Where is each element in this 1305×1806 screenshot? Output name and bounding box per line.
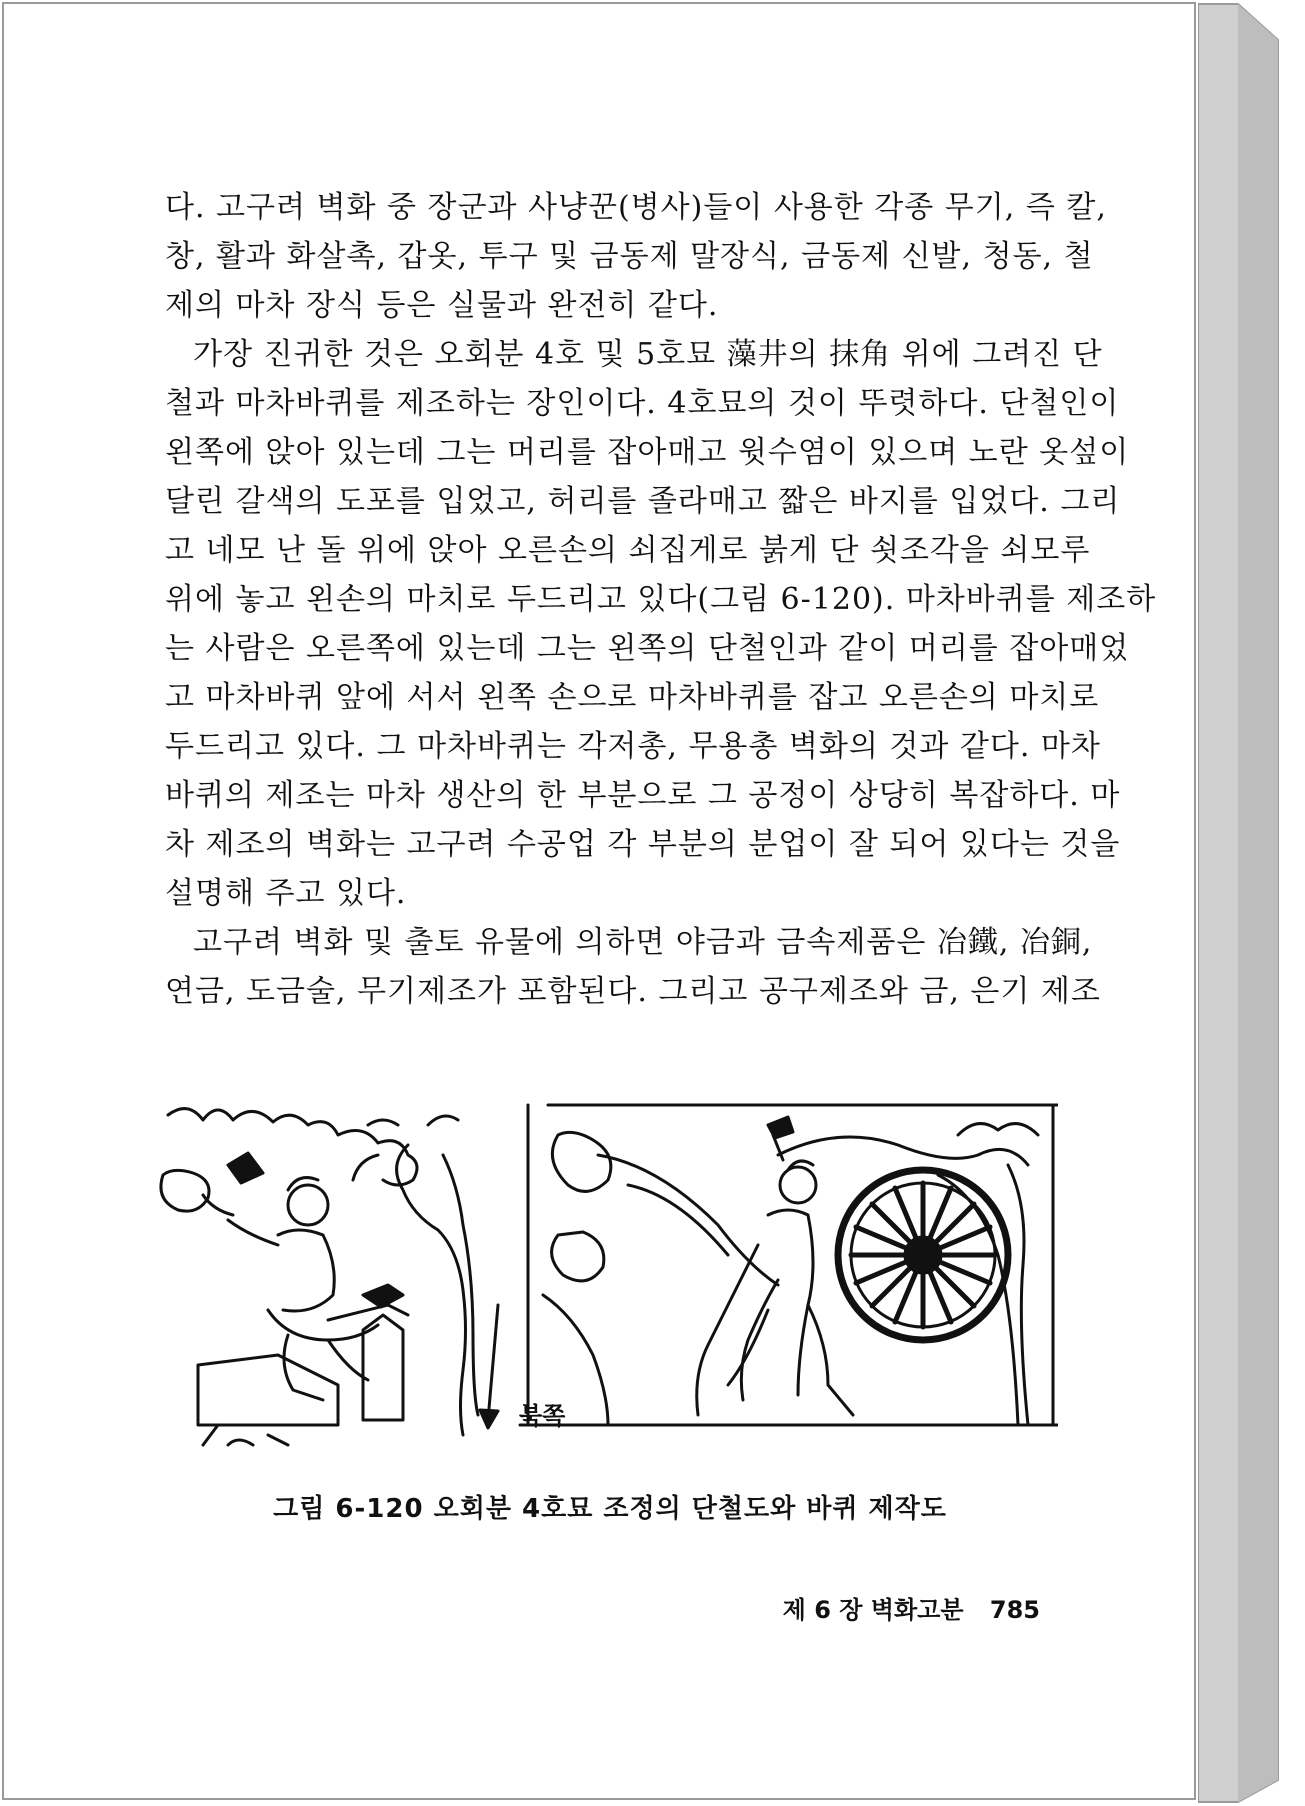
figure-illustration — [158, 1095, 1058, 1455]
text-line: 고 마차바퀴 앞에 서서 왼쪽 손으로 마차바퀴를 잡고 오른손의 마치로 — [165, 680, 1100, 715]
text-line: 설명해 주고 있다. — [165, 876, 407, 911]
figure-caption: 그림 6-120 오회분 4호묘 조정의 단철도와 바퀴 제작도 — [273, 1494, 947, 1524]
text-line: 두드리고 있다. 그 마차바퀴는 각저총, 무용총 벽화의 것과 같다. 마차 — [165, 729, 1101, 764]
text-line: 고구려 벽화 및 출토 유물에 의하면 야금과 금속제품은 冶鐵, 冶銅, — [193, 925, 1093, 960]
north-label: 북쪽 — [519, 1402, 566, 1430]
text-line: 왼쪽에 앉아 있는데 그는 머리를 잡아매고 윗수염이 있으며 노란 옷섶이 — [165, 435, 1130, 470]
text-line: 창, 활과 화살촉, 갑옷, 투구 및 금동제 말장식, 금동제 신발, 청동, 철 — [165, 239, 1094, 274]
text-line: 제의 마차 장식 등은 실물과 완전히 같다. — [165, 288, 719, 323]
blacksmith-drawing — [161, 1109, 498, 1445]
chapter-title: 제 6 장 벽화고분 — [782, 1596, 964, 1624]
page-number: 785 — [989, 1596, 1040, 1624]
text-line: 철과 마차바퀴를 제조하는 장인이다. 4호묘의 것이 뚜렷하다. 단철인이 — [165, 386, 1120, 421]
body-text — [165, 183, 1157, 1016]
book-spine — [1198, 0, 1305, 1806]
text-line: 는 사람은 오른쪽에 있는데 그는 왼쪽의 단철인과 같이 머리를 잡아매었 — [165, 631, 1130, 666]
text-line: 위에 놓고 왼손의 마치로 두드리고 있다(그림 6-120). 마차바퀴를 제조하 — [165, 582, 1157, 617]
paragraph-1 — [165, 183, 1107, 330]
paragraph-2 — [165, 330, 1157, 918]
page-footer — [780, 1590, 1040, 1625]
text-line: 연금, 도금술, 무기제조가 포함된다. 그리고 공구제조와 금, 은기 제조 — [165, 974, 1101, 1009]
paragraph-3 — [165, 918, 1101, 1016]
text-line: 달린 갈색의 도포를 입었고, 허리를 졸라매고 짧은 바지를 입었다. 그리 — [165, 484, 1121, 519]
text-line: 차 제조의 벽화는 고구려 수공업 각 부분의 분업이 잘 되어 있다는 것을 — [165, 827, 1121, 862]
wheelwright-drawing — [520, 1105, 1058, 1425]
text-line: 가장 진귀한 것은 오회분 4호 및 5호묘 藻井의 抹角 위에 그려진 단 — [193, 337, 1103, 372]
text-line: 바퀴의 제조는 마차 생산의 한 부분으로 그 공정이 상당히 복잡하다. 마 — [165, 778, 1121, 813]
text-line: 고 네모 난 돌 위에 앉아 오른손의 쇠집게로 붉게 단 쇳조각을 쇠모루 — [165, 533, 1091, 568]
text-line: 다. 고구려 벽화 중 장군과 사냥꾼(병사)들이 사용한 각종 무기, 즉 칼, — [165, 190, 1107, 225]
